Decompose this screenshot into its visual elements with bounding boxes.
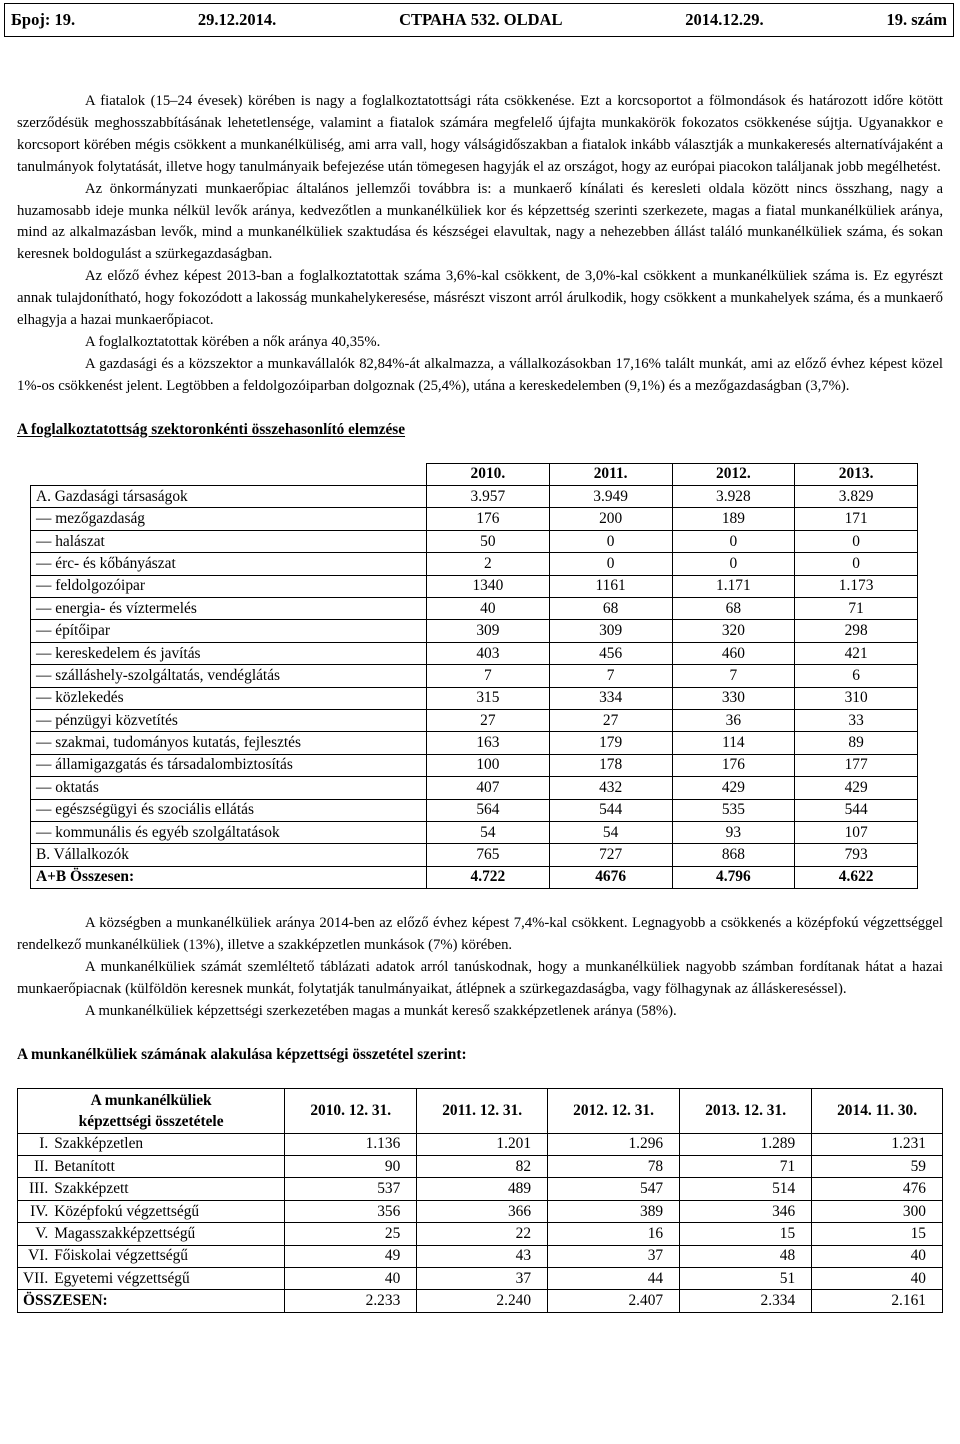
- year-2011: 2011.: [549, 463, 672, 485]
- edu-value: 49: [285, 1245, 417, 1267]
- edu-row-numeral: II.: [18, 1156, 51, 1178]
- sector-value: 3.928: [672, 486, 795, 508]
- edu-value: 15: [680, 1223, 812, 1245]
- edu-total-value: 2.240: [417, 1290, 548, 1312]
- year-2012: 2012.: [672, 463, 795, 485]
- sector-name: A. Gazdasági társaságok: [31, 486, 427, 508]
- sector-value: 564: [427, 799, 550, 821]
- sector-value: 178: [549, 754, 672, 776]
- sector-value: 544: [795, 799, 918, 821]
- edu-value: 40: [812, 1267, 943, 1289]
- sector-value: 27: [427, 709, 550, 731]
- edu-date-2011: 2011. 12. 31.: [417, 1088, 548, 1133]
- edu-value: 16: [548, 1223, 680, 1245]
- edu-value: 48: [680, 1245, 812, 1267]
- sector-value: 0: [795, 530, 918, 552]
- sector-value: 33: [795, 709, 918, 731]
- issue-label: Број: 19.: [11, 10, 76, 29]
- paragraph-women: A foglalkoztatottak körében a nők aránya 40,35%.: [85, 333, 381, 350]
- sector-row: [31, 754, 918, 776]
- sector-value: 0: [672, 530, 795, 552]
- edu-row-numeral: VI.: [18, 1245, 51, 1267]
- sector-row: [31, 844, 918, 866]
- edu-row: [18, 1133, 943, 1155]
- sector-value: 176: [672, 754, 795, 776]
- sector-value: 200: [549, 508, 672, 530]
- edu-row-label: Magasszakképzettségű: [50, 1223, 285, 1245]
- page-header: [4, 3, 954, 37]
- edu-total-value: 2.233: [285, 1290, 417, 1312]
- edu-row-numeral: III.: [18, 1178, 51, 1200]
- sector-value: 107: [795, 821, 918, 843]
- sector-value: 50: [427, 530, 550, 552]
- sector-value: 309: [427, 620, 550, 642]
- sector-value: 460: [672, 642, 795, 664]
- sector-name: — halászat: [31, 530, 427, 552]
- paragraph-labour-market: Az önkormányzati munkaerőpiac általános jellemzői továbbra is: a munkaerő kínálati és keresleti oldala között nincs összhang, nagy a huzamosabb ideje munka nélkül levők aránya, kedvezőtlen a munkanélküliek kor és képzettség szerinti szerkezete, magas a fiatal munkanélküliek aránya, mind az alkalmazásban levők, mind a munkanélküliek szaktudása és készségei elavultak, nagy a nehezebben állást találó munkanélküliek száma, és sokan keresnek boldogulást a szürkegazdaságban.: [17, 180, 943, 263]
- edu-date-2013: 2013. 12. 31.: [680, 1088, 812, 1133]
- sector-name: — érc- és kőbányászat: [31, 553, 427, 575]
- edu-value: 44: [548, 1267, 680, 1289]
- edu-row-numeral: I.: [18, 1133, 51, 1155]
- sector-row: [31, 530, 918, 552]
- sector-value: 535: [672, 799, 795, 821]
- sector-value: 432: [549, 777, 672, 799]
- education-table: [17, 1088, 943, 1313]
- paragraph-unemployment-data: A munkanélküliek számát szemléltető táblázati adatok arról tanúskodnak, hogy a munkanélküliek nagyobb számban fordítanak hátat a hazai munkaerőpiacnak (külföldön keresnek munkát, folytatják tanulmányaikat, átlépnek a szürkegazdaságba, vagy fölhagynak az álláskereséssel).: [17, 958, 943, 997]
- edu-value: 537: [285, 1178, 417, 1200]
- header-date-hungarian: 2014.12.29.: [685, 10, 764, 29]
- sector-row: [31, 799, 918, 821]
- sector-row: [31, 553, 918, 575]
- edu-row: [18, 1200, 943, 1222]
- sector-value: 7: [549, 665, 672, 687]
- header-date-serbian: 29.12.2014.: [197, 10, 277, 29]
- sector-table-header: [31, 463, 918, 485]
- sector-name: — kereskedelem és javítás: [31, 642, 427, 664]
- sector-value: 3.829: [795, 486, 918, 508]
- sector-value: 315: [427, 687, 550, 709]
- paragraph-sectors: A gazdasági és a közszektor a munkavállalók 82,84%-át alkalmazza, a vállalkozásokban 17,16% talált munkát, ami az előző évhez képest közel 1%-os csökkenést jelent. Legtöbben a feldolgozóiparban dolgoznak (25,4%), utána a kereskedelemben (9,1%) és a mezőgazdaságban (3,7%).: [17, 355, 943, 394]
- edu-row: [18, 1178, 943, 1200]
- sector-value: 310: [795, 687, 918, 709]
- edu-row-label: Szakképzett: [50, 1178, 285, 1200]
- sector-value: 403: [427, 642, 550, 664]
- paragraph-youth-part1: A fiatalok (15–24 évesek) körében is nagy a foglalkoztatottsági ráta csökkenése. Ezt a korcsoportot a fölmondások és határozott időre kötött szerződésük meghosszabbításának lehetetlensége, valamint a fiatalok számára megfelelő újfajta munkakörök fokozatos csökkenése sújtja.: [17, 93, 943, 131]
- edu-total-value: 2.407: [548, 1290, 680, 1312]
- sector-name: — mezőgazdaság: [31, 508, 427, 530]
- edu-value: 514: [680, 1178, 812, 1200]
- sector-total-value: 4676: [549, 866, 672, 888]
- edu-value: 40: [812, 1245, 943, 1267]
- sector-row: [31, 598, 918, 620]
- edu-date-2014: 2014. 11. 30.: [812, 1088, 943, 1133]
- edu-header-label: [18, 1088, 285, 1133]
- sector-value: 429: [672, 777, 795, 799]
- edu-row-label: Betanított: [50, 1156, 285, 1178]
- sector-name: — közlekedés: [31, 687, 427, 709]
- sector-value: 765: [427, 844, 550, 866]
- sector-value: 407: [427, 777, 550, 799]
- sector-value: 0: [549, 553, 672, 575]
- edu-value: 22: [417, 1223, 548, 1245]
- sector-name: — egészségügyi és szociális ellátás: [31, 799, 427, 821]
- edu-row: [18, 1156, 943, 1178]
- sector-total-value: 4.622: [795, 866, 918, 888]
- sector-value: 0: [795, 553, 918, 575]
- sector-value: 0: [549, 530, 672, 552]
- paragraph-youth: [17, 91, 943, 179]
- edu-value: 59: [812, 1156, 943, 1178]
- paragraph-youth-part2: Ugyanakkor e korcsoport körében mégis csökkent a munkanélküliség, ami arra vall, hogy válságidőszakban a fiatalok inkább választják a munkakeresés alternatívájaként a tanulmányok folytatását, illetve hogy tanulmányaik befejezése után tömegesen hagyják el az országot, hogy az európai piacokon találjanak jobb megélhetést.: [17, 114, 943, 175]
- sector-table: [30, 463, 918, 889]
- sector-value: 176: [427, 508, 550, 530]
- edu-total-value: 2.161: [812, 1290, 943, 1312]
- sector-row: [31, 575, 918, 597]
- sector-value: 100: [427, 754, 550, 776]
- sector-total-label: A+B Összesen:: [31, 866, 427, 888]
- sector-value: 298: [795, 620, 918, 642]
- sector-row: [31, 642, 918, 664]
- paragraph-2013: Az előző évhez képest 2013-ban a foglalkoztatottak száma 3,6%-kal csökkent, de 3,0%-kal csökkent a munkanélküliek száma is. Ez egyrészt annak tulajdonítható, hogy fokozódott a lakosság munkahelykeresése, másrészt viszont arról árulkodik, hogy csökkent a munkahelyek száma, és a munkaerő elhagyja a hazai munkaerőpiacot.: [17, 268, 943, 329]
- edu-value: 356: [285, 1200, 417, 1222]
- sector-name: — energia- és víztermelés: [31, 598, 427, 620]
- edu-row-numeral: VII.: [18, 1267, 51, 1289]
- edu-header-label-line1: A munkanélküliek: [90, 1091, 212, 1109]
- edu-value: 37: [548, 1245, 680, 1267]
- edu-row-numeral: IV.: [18, 1200, 51, 1222]
- edu-row-label: Középfokú végzettségű: [50, 1200, 285, 1222]
- sector-row: [31, 620, 918, 642]
- edu-value: 1.289: [680, 1133, 812, 1155]
- sector-name: — feldolgozóipar: [31, 575, 427, 597]
- sector-total-row: [31, 866, 918, 888]
- edu-table-title: A munkanélküliek számának alakulása képzettségi összetétel szerint:: [17, 1045, 467, 1063]
- sector-value: 7: [672, 665, 795, 687]
- edu-value: 15: [812, 1223, 943, 1245]
- sector-name: — szálláshely-szolgáltatás, vendéglátás: [31, 665, 427, 687]
- sector-value: 171: [795, 508, 918, 530]
- sector-row: [31, 709, 918, 731]
- edu-row: [18, 1245, 943, 1267]
- sector-value: 114: [672, 732, 795, 754]
- edu-value: 1.136: [285, 1133, 417, 1155]
- edu-total-value: 2.334: [680, 1290, 812, 1312]
- edu-total-row: [18, 1290, 943, 1312]
- sector-value: 868: [672, 844, 795, 866]
- edu-row-label: Főiskolai végzettségű: [50, 1245, 285, 1267]
- sector-row: [31, 665, 918, 687]
- sector-row: [31, 732, 918, 754]
- sector-value: 3.949: [549, 486, 672, 508]
- document-body: [17, 91, 943, 1313]
- sector-value: 68: [672, 598, 795, 620]
- sector-name: — kommunális és egyéb szolgáltatások: [31, 821, 427, 843]
- paragraph-unskilled: A munkanélküliek képzettségi szerkezetében magas a munkát kereső szakképzetlenek aránya (58%).: [85, 1002, 677, 1019]
- edu-value: 71: [680, 1156, 812, 1178]
- issue-number: 19. szám: [886, 10, 947, 29]
- sector-value: 429: [795, 777, 918, 799]
- sector-value: 163: [427, 732, 550, 754]
- sector-row: [31, 486, 918, 508]
- paragraph-unemployment-rate: A községben a munkanélküliek aránya 2014-ben az előző évhez képest 7,4%-kal csökkent. Legnagyobb a csökkenés a középfokú végzettséggel rendelkező munkanélküliek (13%), illetve a szakképzetlen munkások (7%) körében.: [17, 915, 943, 954]
- sector-value: 0: [672, 553, 795, 575]
- sector-name: — államigazgatás és társadalombiztosítás: [31, 754, 427, 776]
- edu-table-header: [18, 1088, 943, 1133]
- sector-value: 40: [427, 598, 550, 620]
- edu-value: 476: [812, 1178, 943, 1200]
- edu-value: 547: [548, 1178, 680, 1200]
- edu-value: 78: [548, 1156, 680, 1178]
- sector-name: — szakmai, tudományos kutatás, fejlesztés: [31, 732, 427, 754]
- sector-value: 179: [549, 732, 672, 754]
- sector-value: 189: [672, 508, 795, 530]
- sector-value: 421: [795, 642, 918, 664]
- edu-value: 25: [285, 1223, 417, 1245]
- sector-value: 1340: [427, 575, 550, 597]
- edu-value: 389: [548, 1200, 680, 1222]
- sector-row: [31, 777, 918, 799]
- edu-value: 40: [285, 1267, 417, 1289]
- sector-value: 177: [795, 754, 918, 776]
- sector-value: 3.957: [427, 486, 550, 508]
- sector-row: [31, 687, 918, 709]
- sector-total-value: 4.722: [427, 866, 550, 888]
- sector-value: 27: [549, 709, 672, 731]
- edu-header-label-line2: képzettségi összetétele: [78, 1112, 224, 1130]
- sector-value: 1.171: [672, 575, 795, 597]
- sector-value: 456: [549, 642, 672, 664]
- sector-value: 71: [795, 598, 918, 620]
- page-number: СТРАНА 532. OLDAL: [399, 10, 563, 29]
- edu-value: 43: [417, 1245, 548, 1267]
- edu-value: 300: [812, 1200, 943, 1222]
- year-2010: 2010.: [427, 463, 550, 485]
- sector-name: — pénzügyi közvetítés: [31, 709, 427, 731]
- sector-value: 68: [549, 598, 672, 620]
- year-2013: 2013.: [795, 463, 918, 485]
- sector-value: 1.173: [795, 575, 918, 597]
- sector-name: — építőipar: [31, 620, 427, 642]
- edu-date-2012: 2012. 12. 31.: [548, 1088, 680, 1133]
- sector-value: 6: [795, 665, 918, 687]
- sector-value: 334: [549, 687, 672, 709]
- edu-value: 90: [285, 1156, 417, 1178]
- sector-total-value: 4.796: [672, 866, 795, 888]
- sector-value: 309: [549, 620, 672, 642]
- edu-row-label: Szakképzetlen: [50, 1133, 285, 1155]
- sector-value: 36: [672, 709, 795, 731]
- edu-value: 1.296: [548, 1133, 680, 1155]
- edu-row: [18, 1267, 943, 1289]
- edu-value: 82: [417, 1156, 548, 1178]
- sector-name: — oktatás: [31, 777, 427, 799]
- sector-value: 54: [427, 821, 550, 843]
- sector-row: [31, 508, 918, 530]
- edu-row-label: Egyetemi végzettségű: [50, 1267, 285, 1289]
- sector-value: 330: [672, 687, 795, 709]
- edu-date-2010: 2010. 12. 31.: [285, 1088, 417, 1133]
- edu-value: 1.231: [812, 1133, 943, 1155]
- sector-row: [31, 821, 918, 843]
- edu-value: 366: [417, 1200, 548, 1222]
- sector-value: 544: [549, 799, 672, 821]
- sector-value: 89: [795, 732, 918, 754]
- sector-value: 1161: [549, 575, 672, 597]
- edu-value: 51: [680, 1267, 812, 1289]
- edu-value: 37: [417, 1267, 548, 1289]
- sector-value: 54: [549, 821, 672, 843]
- sector-value: 7: [427, 665, 550, 687]
- sector-value: 2: [427, 553, 550, 575]
- sector-name: B. Vállalkozók: [31, 844, 427, 866]
- sector-value: 727: [549, 844, 672, 866]
- sector-value: 320: [672, 620, 795, 642]
- edu-value: 1.201: [417, 1133, 548, 1155]
- edu-row-numeral: V.: [18, 1223, 51, 1245]
- sector-header-blank: [31, 463, 427, 485]
- sector-table-title: A foglalkoztatottság szektoronkénti összehasonlító elemzése: [17, 420, 406, 438]
- sector-value: 793: [795, 844, 918, 866]
- edu-value: 489: [417, 1178, 548, 1200]
- edu-row: [18, 1223, 943, 1245]
- edu-value: 346: [680, 1200, 812, 1222]
- edu-total-label: ÖSSZESEN:: [18, 1290, 285, 1312]
- sector-value: 93: [672, 821, 795, 843]
